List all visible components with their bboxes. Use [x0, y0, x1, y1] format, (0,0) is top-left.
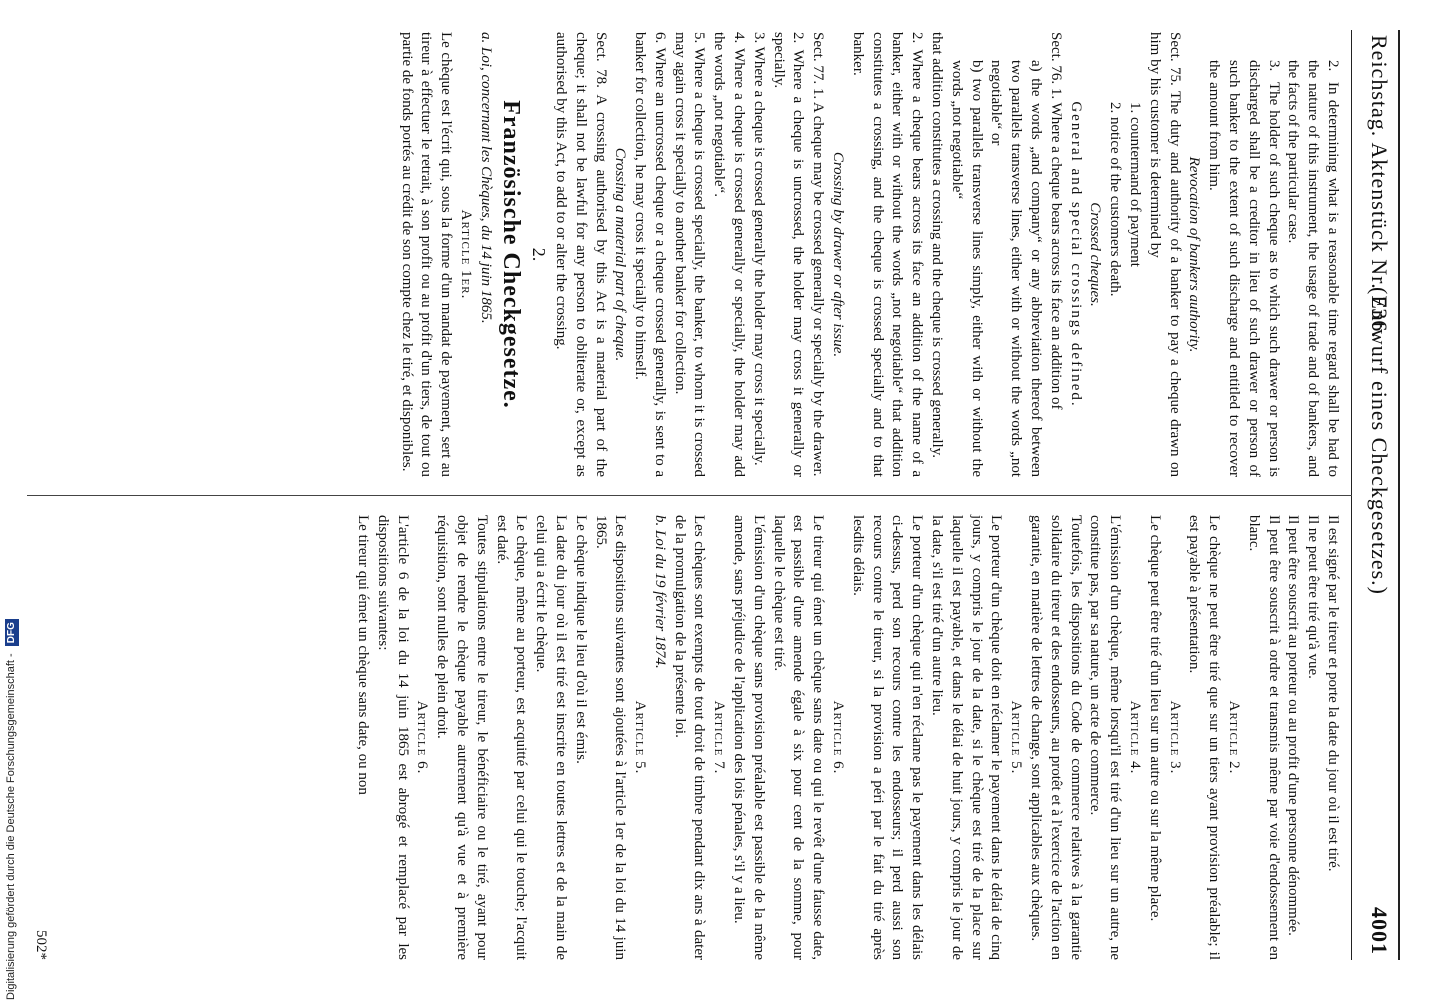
section-title: Französische Checkgesetze.: [498, 100, 525, 409]
paragraph: Le porteur d'un chèque qui n'en réclame pas le payement dans les délais ci-dessus, perd son recours contre les endosseurs; il perd aussi son recours contre le tireur, si la provision a péri par le fait du tiré après lesdits délais.: [849, 515, 926, 960]
signature-mark: 502*: [33, 930, 49, 960]
paragraph: Le tireur qui émet un chèque sans date ou qui le revêt d'une fausse date, est passible d'une amende égale à six pour cent de la somme, pour laquelle le chèque est tiré.: [770, 515, 827, 960]
paragraph: L'émission d'un chèque, même lorsqu'il est tiré d'un lieu sur un autre, ne constitue pas, par sa nature, un acte de commerce.: [1087, 515, 1124, 960]
numbered-paragraph: [1283, 32, 1342, 477]
article-heading: Article 6.: [414, 700, 431, 775]
left-column: [396, 32, 1342, 477]
digitization-credit: [0, 580, 22, 1000]
paragraph: Il ne peut être tiré qu'à vue.: [1305, 515, 1322, 679]
paragraph: Il peut être souscrit à ordre et transmis même par voie d'endossement en blanc.: [1245, 515, 1282, 960]
list-item: 1. countermand of payment: [1127, 102, 1144, 267]
paragraph: La date du jour où il est tiré est inscrite en toutes lettres et de la main de celui qui a écrit le chèque.: [533, 515, 569, 960]
paragraph: Le chèque ne peut être tiré que sur un tiers ayant provision préalable; il est payable à présentation.: [1186, 515, 1223, 960]
right-column: [352, 515, 1342, 960]
paragraph-number: 3.: [1265, 60, 1282, 72]
paragraph: Le chèque, même au porteur, est acquitté par celui qui le touche; l'acquit est daté.: [493, 515, 530, 960]
paragraph: Sect. 75. The duty and authority of a banker to pay a cheque drawn on him by his customer is determined by: [1146, 32, 1183, 477]
section-heading-spaced: General and special crossings defined.: [1067, 101, 1084, 408]
list-item: 2. notice of the customers death.: [1107, 102, 1124, 297]
paragraph: Il peut être souscrit au porteur ou au profit d'une personne dénommée.: [1285, 515, 1302, 936]
paragraph: 3. Where a cheque is crossed generally the holder may cross it specially.: [750, 32, 767, 466]
paragraph: Le chèque indique le lieu d'où il est émis.: [572, 515, 589, 764]
paragraph: L'émission d'un chèque sans provision préalable est passible de la même amende, sans préjudice de l'application des lois pénales, s'il y a lieu.: [731, 515, 767, 960]
paragraph: 4. Where a cheque is crossed generally or specially, the holder may add the words „not negotiable“.: [711, 32, 748, 477]
law-title: b. Loi du 19 février 1874.: [651, 515, 668, 669]
paragraph: Les dispositions suivantes sont ajoutées à l'article 1er de la loi du 14 juin 1865.: [592, 515, 629, 960]
article-heading: Article 6.: [830, 700, 847, 775]
section-heading: Revocation of bankers authority.: [1186, 156, 1203, 353]
list-item: a) the words „and company“ or any abbreviation thereof between two parallels transverse lines, either with or without the words „not negotiable“ or: [988, 60, 1045, 477]
paragraph: Il est signé par le tireur et porte la date du jour où il est tiré.: [1325, 515, 1341, 872]
paragraph-text: The holder of such cheque as to which such drawer or person is discharged shall be a creditor in lieu of such drawer or person of such banker to the extent of such discharge and entitled to recover the amount from him.: [1206, 60, 1282, 477]
paragraph: Toutefois, les dispositions du Code de commerce relatives à la garantie solidaire du tireur et des endosseurs, au protêt et à l'exercice de l'action en garantie, en matière de lettres de change, sont applicables aux chèques.: [1028, 515, 1084, 960]
paragraph: 6. Where an uncrossed cheque or a cheque crossed generally, is sent to a banker for collection, he may cross it specially to himself.: [632, 32, 668, 477]
article-heading: Article 5.: [632, 700, 649, 775]
credit-text: Digitalisierung gefördert durch die Deutsche Forschungsgemeinschaft -: [5, 653, 17, 1000]
article-heading: Article 7.: [711, 700, 728, 775]
section-number: 2.: [529, 247, 550, 262]
section-heading: Crossing by drawer or after issue.: [830, 151, 847, 358]
paragraph: Les chèques sont exempts de tout droit de timbre pendant dix ans à dater de la promulgation de la présente loi.: [671, 515, 708, 960]
header-right: [1366, 287, 1392, 955]
paragraph: 5. Where a cheque is crossed specially, the banker, to whom it is crossed may again cross it specially to another banker for collection.: [671, 32, 708, 477]
header-left: Reichstag. Aktenstück Nr. 736.: [1367, 35, 1392, 339]
paragraph: Le tireur qui émet un chèque sans date, ou non: [354, 515, 371, 795]
article-heading: Article 4.: [1127, 700, 1144, 775]
column-divider: [27, 495, 1352, 496]
paragraph: Sect. 78. A crossing authorised by this Act is a material part of the cheque; it shall not be lawful for any person to obliterate or, except as authorised by this Act, to add to or alter the crossing.: [552, 32, 609, 477]
article-heading: Article 5.: [1008, 700, 1025, 775]
page-number: 4001: [1367, 907, 1392, 955]
paragraph: Le chèque peut être tiré d'un lieu sur un autre ou sur la même place.: [1146, 515, 1163, 922]
paragraph: Le porteur d'un chèque doit en réclamer le payement dans le délai de cinq jours, y compris le jour de la date, si le chèque est tiré de la place sur laquelle il est payable, et dans le délai de huit jours, y compris le jour de la date, s'il est tiré d'un autre lieu.: [929, 515, 1005, 960]
paragraph: Le chèque est l'écrit qui, sous la forme d'un mandat de payement, sert au tireur à effectuer le retrait, à son profit ou au profit d'un tiers, de tout ou partie de fonds portés au crédit de son compte chez le tiré, et disponibles.: [398, 32, 455, 477]
paragraph: Toutes stipulations entre le tireur, le bénéficiaire ou le tiré, ayant pour objet de rendre le chèque payable autrement qu'à vue et à première réquisition, sont nulles de plein droit.: [434, 515, 490, 960]
dfg-logo: DFG: [5, 619, 19, 646]
page-header: [1354, 30, 1400, 960]
paragraph-text: In determining what is a reasonable time regard shall be had to the nature of this instrument, the usage of trade and of bankers, and the facts of the particular case.: [1285, 60, 1341, 477]
article-heading: Article 3.: [1166, 700, 1183, 775]
paragraph: 2. Where a cheque is uncrossed, the holder may cross it generally or specially.: [770, 32, 807, 477]
paragraph: 2. Where a cheque bears across its face an addition of the name of a banker, either with or without the words „not negotiable“ that addition constitutes a crossing, and the cheque is crossed specially and to that banker.: [849, 32, 926, 477]
article-heading: Article 2.: [1226, 700, 1243, 775]
law-title: a. Loi, concernant les Chèques, du 14 juin 1865.: [477, 32, 494, 324]
paragraph: L'article 6 de la loi du 14 juin 1865 est abrogé et remplacé par les dispositions suivantes:: [374, 515, 411, 960]
header-right-title: (Entwurf eines Checkgesetzes.): [1367, 287, 1392, 595]
section-heading: Crossing a material part of cheque.: [612, 147, 629, 362]
paragraph: Sect. 77. 1. A cheque may be crossed generally or specially by the drawer.: [810, 32, 827, 477]
list-item: b) two parallels transverse lines simply, either with or without the words „not negotiable“: [948, 60, 985, 477]
paragraph: that addition constitutes a crossing and the cheque is crossed generally.: [929, 32, 946, 458]
numbered-paragraph: [1203, 32, 1282, 477]
paragraph: Sect. 76. 1. Where a cheque bears across its face an addition of: [1047, 32, 1064, 410]
paragraph-number: 2.: [1325, 60, 1341, 72]
article-heading: Article 1er.: [457, 209, 474, 300]
section-heading: Crossed cheques.: [1087, 202, 1104, 307]
